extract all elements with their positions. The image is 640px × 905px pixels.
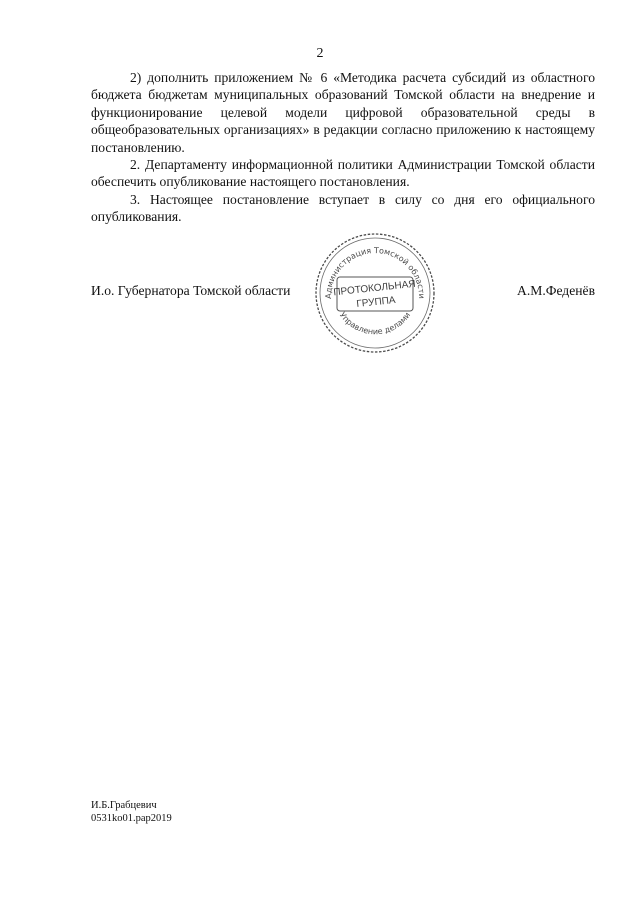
svg-text:Управление делами: Управление делами [337, 310, 413, 337]
paragraph-effective-date: 3. Настоящее постановление вступает в силу со дня его официального опубликования. [91, 191, 595, 225]
signatory-position: И.о. Губернатора Томской области [91, 283, 291, 298]
document-body [91, 69, 595, 226]
page-number: 2 [316, 46, 324, 61]
signatory-name: А.М.Феденёв [517, 283, 595, 298]
document-footer [91, 799, 172, 825]
official-seal-stamp [313, 231, 437, 355]
paragraph-publication: 2. Департаменту информационной политики Администрации Томской области обеспечить опубликование настоящего постановления. [91, 157, 595, 190]
svg-text:Администрация Томской области: Администрация Томской области [323, 245, 427, 299]
document-code: 0531ko01.pap2019 [91, 813, 172, 824]
paragraph-amendment: 2) дополнить приложением № 6 «Методика расчета субсидий из областного бюджета бюджетам муниципальных образований Томской области на внедрение и функционирование целевой модели цифровой образовательной среды в общеобразовательных организациях» в редакции согласно приложению к настоящему постановлению. [91, 70, 595, 155]
author-name: И.Б.Грабцевич [91, 800, 157, 811]
svg-text:ПРОТОКОЛЬНАЯ: ПРОТОКОЛЬНАЯ [332, 278, 417, 299]
svg-text:ГРУППА: ГРУППА [355, 294, 397, 310]
